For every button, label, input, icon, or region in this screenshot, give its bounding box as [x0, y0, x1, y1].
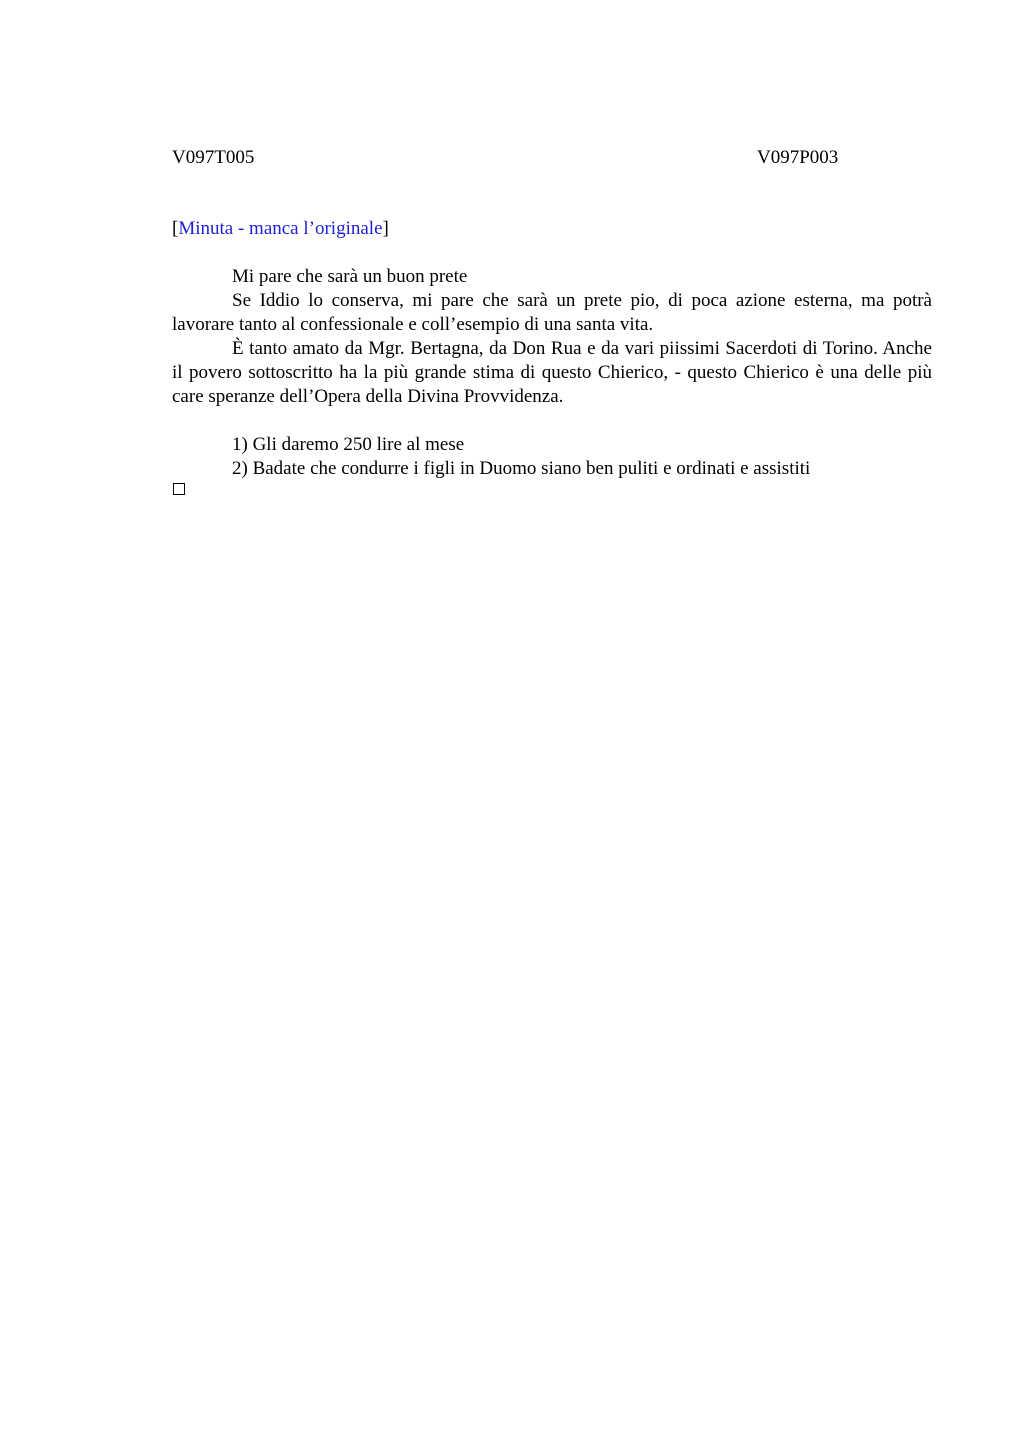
note-open-bracket: [: [172, 218, 179, 239]
note-text: Minuta - manca l’originale: [178, 218, 383, 239]
document-code-right: V097P003: [757, 147, 839, 168]
note-close-bracket: ]: [382, 218, 389, 239]
square-outline-icon: [173, 483, 185, 495]
letter-body: [172, 265, 932, 481]
document-code-left: V097T005: [172, 147, 255, 168]
paragraph-1: Mi pare che sarà un buon prete: [232, 266, 468, 287]
paragraph-spacer: [172, 409, 932, 433]
draft-note: [172, 217, 389, 241]
paragraph-3: È tanto amato da Mgr. Bertagna, da Don Rua e da vari piissimi Sacerdoti di Torino. Anche il povero sottoscritto ha la più grande stima di questo Chierico, - questo Chierico è una delle più care speranze dell’Opera della Divina Provvidenza.: [172, 338, 932, 407]
note-item-1: 1) Gli daremo 250 lire al mese: [232, 434, 465, 455]
paragraph-2: Se Iddio lo conserva, mi pare che sarà un prete pio, di poca azione esterna, ma potrà lavorare tanto al confessionale e coll’esempio di una santa vita.: [172, 290, 932, 335]
note-item-2: 2) Badate che condurre i figli in Duomo siano ben puliti e ordinati e assistiti: [232, 458, 811, 479]
